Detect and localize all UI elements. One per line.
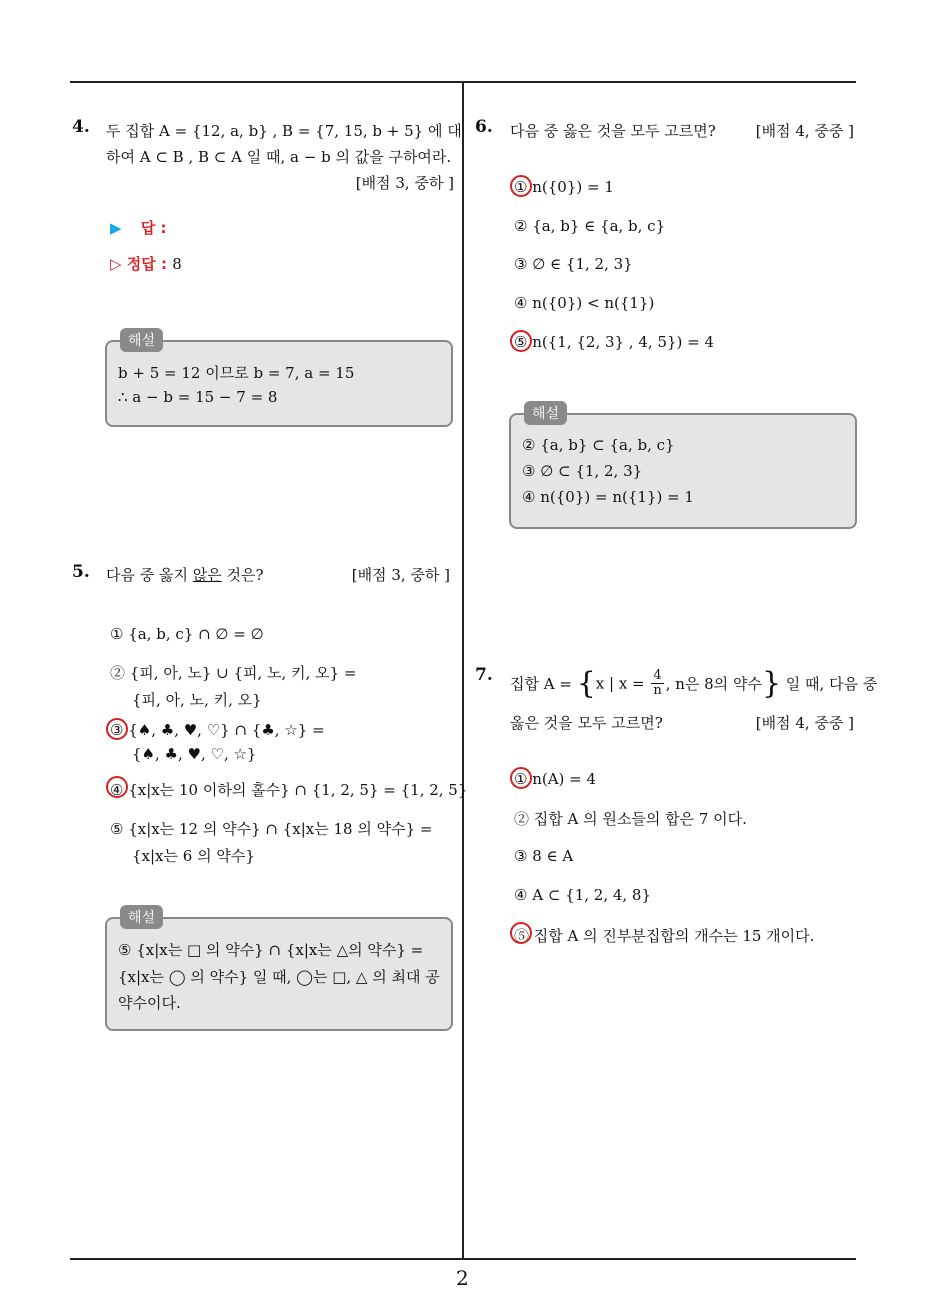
q6-stem: 다음 중 옳은 것을 모두 고르면?: [510, 122, 716, 140]
q7-choice-1-text: ① n(A) = 4: [514, 770, 597, 788]
q5-choice-5-line1: ⑤ {x|x는 12 의 약수} ∩ {x|x는 18 의 약수} =: [110, 820, 433, 838]
q4-stem-line2: 하여 A ⊂ B , B ⊂ A 일 때, a − b 의 값을 구하여라.: [106, 148, 452, 166]
q5-choice-4[interactable]: [110, 779, 467, 800]
q4-answer-label: 답 :: [140, 219, 167, 237]
q7-choice-4-text: ④ A ⊂ {1, 2, 4, 8}: [514, 886, 652, 904]
q7-stem-line2: 옳은 것을 모두 고르면?: [510, 714, 663, 732]
q5-choice-3[interactable]: [110, 721, 325, 763]
q7-frac-den: n: [653, 683, 662, 698]
q7-choice-5-mark: [510, 922, 532, 944]
q4-stem-line1: 두 집합 A = {12, a, b} , B = {7, 15, b + 5} 에 대: [106, 122, 462, 140]
q5-choice-3-mark: [106, 718, 128, 740]
q5-explanation-line3: 약수이다.: [118, 994, 181, 1012]
q6-choice-3[interactable]: [514, 255, 633, 273]
q7-set-post: , n은 8의 약수: [665, 675, 762, 693]
q7-score: [배점 4, 중중 ]: [755, 714, 854, 732]
q5-stem: [106, 564, 264, 585]
q4-explanation-line2: ∴ a − b = 15 − 7 = 8: [118, 388, 278, 406]
q5-choice-1[interactable]: [110, 625, 264, 643]
q5-choice-3-line2: {♠, ♣, ♥, ♡, ☆}: [132, 745, 257, 763]
q7-choice-4[interactable]: [514, 886, 651, 904]
q6-choice-1-mark: [510, 175, 532, 197]
q6-choice-5-mark: [510, 330, 532, 352]
footer-rule: [70, 1258, 856, 1260]
q6-choice-1[interactable]: [514, 178, 614, 196]
q5-score: [배점 3, 중하 ]: [351, 566, 450, 584]
q6-explanation-line1: ② {a, b} ⊂ {a, b, c}: [522, 436, 675, 454]
q7-stem-line1: [510, 666, 877, 708]
q7-stem-a: 집합 A =: [510, 675, 577, 693]
q6-choice-3-text: ③ ∅ ∈ {1, 2, 3}: [514, 255, 633, 273]
q5-number: 5.: [72, 562, 90, 582]
q5-choice-5-line2: {x|x는 6 의 약수}: [132, 847, 255, 865]
q4-correct-label: 정답 :: [126, 255, 167, 273]
q7-set-pre: x | x =: [595, 674, 650, 693]
q7-stem-b: 일 때, 다음 중: [781, 675, 878, 693]
q5-choice-4-mark: [106, 776, 128, 798]
triangle-outline-icon: ▷: [110, 255, 122, 273]
q6-choice-1-text: ① n({0}) = 1: [514, 178, 614, 196]
q7-choice-1-mark: [510, 767, 532, 789]
q7-choice-3-text: ③ 8 ∈ A: [514, 847, 574, 865]
q7-frac-num: 4: [653, 668, 662, 683]
q5-explanation-tag: 해설: [120, 905, 163, 929]
q7-choice-2-text: ② 집합 A 의 원소들의 합은 7 이다.: [514, 810, 747, 828]
q5-explanation-line1: ⑤ {x|x는 □ 의 약수} ∩ {x|x는 △의 약수} =: [118, 941, 424, 959]
q6-choice-4-text: ④ n({0}) < n({1}): [514, 294, 655, 312]
page-number: 2: [456, 1266, 469, 1290]
q6-choice-2-text: ② {a, b} ∈ {a, b, c}: [514, 217, 666, 235]
q5-choice-3-line1: ③ {♠, ♣, ♥, ♡} ∩ {♣, ☆} =: [110, 721, 325, 739]
q5-explanation-line2: {x|x는 ◯ 의 약수} 일 때, ◯는 □, △ 의 최대 공: [118, 968, 440, 986]
q6-explanation-line3: ④ n({0}) = n({1}) = 1: [522, 488, 694, 506]
q6-explanation-tag: 해설: [524, 401, 567, 425]
q7-choice-5[interactable]: [514, 925, 814, 946]
q6-choice-5-text: ⑤ n({1, {2, 3} , 4, 5}) = 4: [514, 333, 715, 351]
q5-choice-2[interactable]: [110, 662, 357, 710]
q6-choice-2[interactable]: [514, 217, 665, 235]
q6-score: [배점 4, 중중 ]: [755, 122, 854, 140]
q6-explanation-line2: ③ ∅ ⊂ {1, 2, 3}: [522, 462, 643, 480]
q4-correct-answer: [110, 253, 182, 274]
play-icon: ▶: [110, 219, 122, 237]
q5-stem-pre: 다음 중 옳지: [106, 566, 193, 584]
q5-stem-underline: 않은: [192, 566, 222, 584]
q7-choice-5-text: ⑤ 집합 A 의 진부분집합의 개수는 15 개이다.: [514, 927, 815, 945]
q6-choice-5[interactable]: [514, 333, 714, 351]
q4-number: 4.: [72, 117, 90, 137]
q5-choice-5[interactable]: [110, 818, 432, 866]
q5-choice-2-line2: {피, 아, 노, 키, 오}: [132, 691, 262, 709]
column-divider: [462, 81, 464, 1259]
q5-choice-1-text: ① {a, b, c} ∩ ∅ = ∅: [110, 625, 264, 643]
q4-explanation-box: [105, 340, 453, 427]
q7-choice-2[interactable]: [514, 808, 747, 829]
q4-score: [배점 3, 중하 ]: [355, 174, 454, 192]
q7-number: 7.: [475, 665, 493, 685]
q4-answer-field[interactable]: [110, 217, 167, 238]
q7-choice-1[interactable]: [514, 770, 596, 788]
q5-stem-post: 것은?: [221, 566, 264, 584]
q4-explanation-line1: b + 5 = 12 이므로 b = 7, a = 15: [118, 364, 355, 382]
q4-explanation-tag: 해설: [120, 328, 163, 352]
left-brace: {: [576, 666, 596, 701]
q6-number: 6.: [475, 117, 493, 137]
q4-correct-value: 8: [172, 255, 182, 273]
right-brace: }: [761, 666, 782, 701]
q5-choice-2-line1: ② {피, 아, 노} ∪ {피, 노, 키, 오} =: [110, 664, 357, 682]
q7-choice-3[interactable]: [514, 847, 573, 865]
q5-choice-4-text: ④ {x|x는 10 이하의 홀수} ∩ {1, 2, 5} = {1, 2, 5}: [110, 781, 468, 799]
q6-choice-4[interactable]: [514, 294, 654, 312]
q7-fraction: [651, 669, 663, 698]
